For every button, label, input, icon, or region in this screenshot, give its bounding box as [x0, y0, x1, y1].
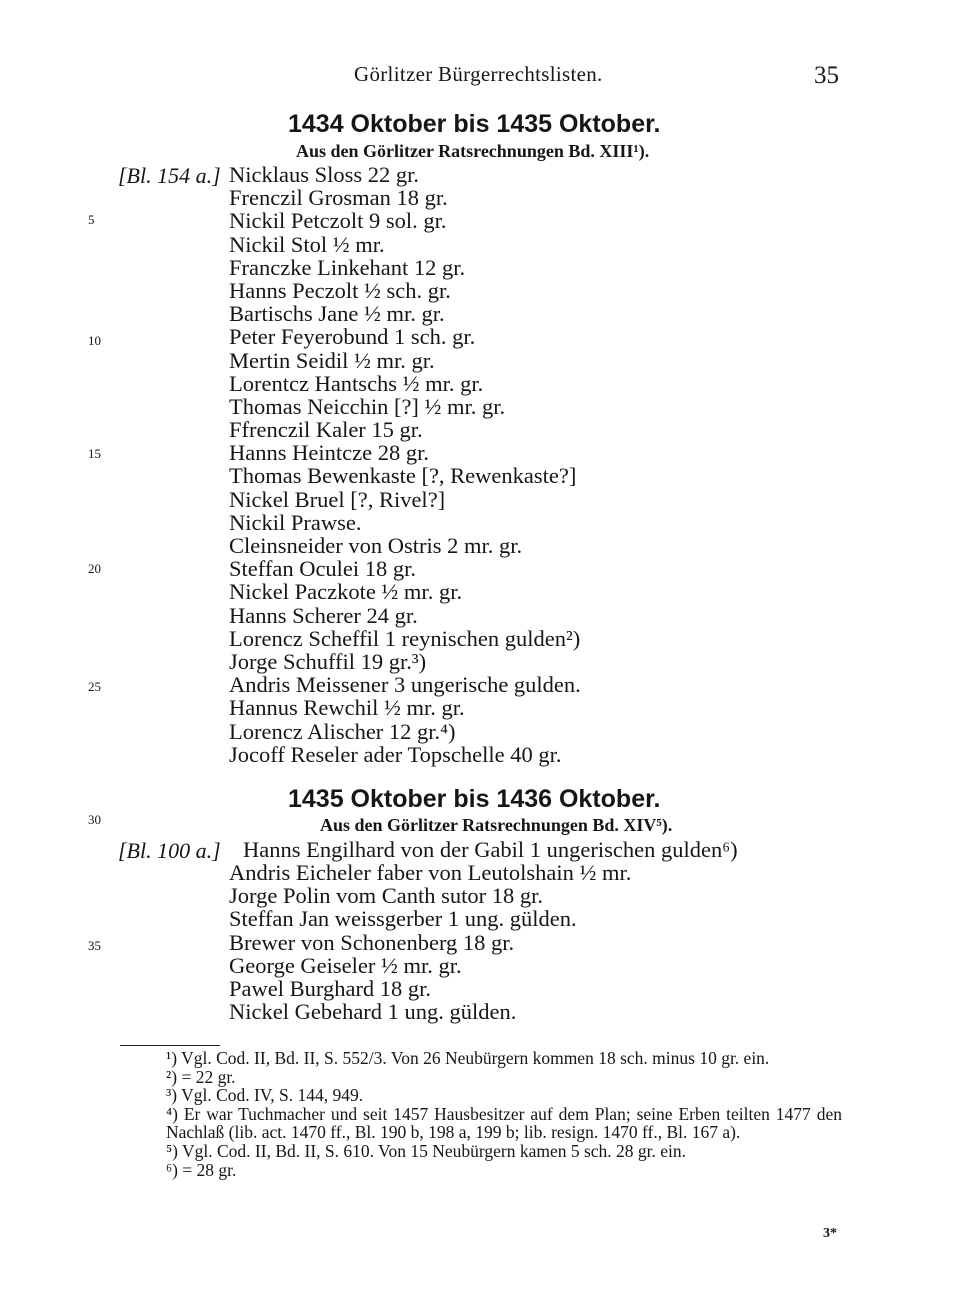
- list-item: Jocoff Reseler ader Topschelle 40 gr.: [229, 741, 562, 767]
- line-number: 25: [88, 679, 101, 694]
- list-item: Brewer von Schonenberg 18 gr.: [229, 929, 515, 955]
- list-item: Pawel Burghard 18 gr.: [229, 975, 432, 1001]
- list-item: Nickil Petczolt 9 sol. gr.: [229, 208, 447, 234]
- entry-list: [229, 861, 631, 1023]
- folio-reference: [Bl. 100 a.]: [118, 838, 221, 863]
- list-item: Steffan Jan weissgerber 1 ung. gülden.: [229, 906, 577, 932]
- list-item: Frenczil Grosman 18 gr.: [229, 185, 448, 211]
- footnote: ¹) Vgl. Cod. II, Bd. II, S. 552/3. Von 26 Neubürgern kommen 18 sch. minus 10 gr. ein.: [166, 1048, 770, 1068]
- list-item: Steffan Oculei 18 gr.: [229, 556, 417, 582]
- footnote: ⁶) = 28 gr.: [166, 1159, 237, 1180]
- list-item: Lorencz Scheffil 1 reynischen gulden²): [229, 625, 581, 651]
- list-item: Jorge Polin vom Canth sutor 18 gr.: [229, 883, 543, 909]
- footnote: ²) = 22 gr.: [166, 1066, 236, 1087]
- footnotes: [118, 1049, 842, 1179]
- list-item: Nickel Paczkote ½ mr. gr.: [229, 579, 463, 605]
- list-item: Hanns Engilhard von der Gabil 1 ungerischen gulden⁶): [243, 837, 738, 862]
- list-item: Lorentcz Hantschs ½ mr. gr.: [229, 370, 484, 396]
- list-item: George Geiseler ½ mr. gr.: [229, 952, 462, 978]
- entry-list: [229, 163, 581, 766]
- footnote: ⁴) Er war Tuchmacher und seit 1457 Hausbesitzer auf dem Plan; seine Erben teilten 1477 den Nachlaß (lib. act. 1470 ff., Bl. 190 b, 198 a, 199 b; lib. resign. 1470 ff., Bl. 167 a).: [166, 1103, 842, 1143]
- list-item: Nickel Gebehard 1 ung. gülden.: [229, 999, 517, 1025]
- list-item: Thomas Bewenkaste [?, Rewenkaste?]: [229, 463, 577, 489]
- list-item: Hanns Peczolt ½ sch. gr.: [229, 277, 451, 303]
- list-item: Ffrenczil Kaler 15 gr.: [229, 417, 423, 443]
- section-source: Aus den Görlitzer Ratsrechnungen Bd. XIV⁵).: [320, 815, 673, 835]
- signature-mark: 3*: [823, 1226, 837, 1241]
- list-item: Bartischs Jane ½ mr. gr.: [229, 301, 445, 327]
- line-number: 15: [88, 446, 101, 461]
- line-number: 20: [88, 561, 101, 576]
- list-item: Lorencz Alischer 12 gr.⁴): [229, 718, 456, 744]
- line-number: 35: [88, 938, 101, 953]
- list-item: Hanns Heintcze 28 gr.: [229, 440, 429, 466]
- section-title: 1435 Oktober bis 1436 Oktober.: [288, 785, 661, 813]
- footnote: ⁵) Vgl. Cod. II, Bd. II, S. 610. Von 15 Neubürgern kamen 5 sch. 28 gr. ein.: [166, 1140, 687, 1161]
- line-number: 10: [88, 333, 101, 348]
- list-item: Nickel Bruel [?, Rivel?]: [229, 486, 446, 512]
- folio-reference: [Bl. 154 a.]: [118, 163, 221, 188]
- list-item: Cleinsneider von Ostris 2 mr. gr.: [229, 533, 523, 558]
- list-item: Franczke Linkehant 12 gr.: [229, 254, 466, 280]
- list-item: Nickil Prawse.: [229, 509, 362, 535]
- list-item: Hanns Scherer 24 gr.: [229, 602, 418, 628]
- list-item: Nickil Stol ½ mr.: [229, 231, 385, 257]
- list-item: Andris Eicheler faber von Leutolshain ½ mr.: [229, 860, 632, 885]
- line-number: 5: [88, 212, 95, 227]
- footnote: ³) Vgl. Cod. IV, S. 144, 949.: [166, 1085, 364, 1106]
- list-item: Peter Feyerobund 1 sch. gr.: [229, 324, 476, 350]
- list-item: Thomas Neicchin [?] ½ mr. gr.: [229, 393, 506, 419]
- page-number: 35: [814, 62, 839, 89]
- list-item: Andris Meissener 3 ungerische gulden.: [229, 672, 581, 698]
- line-number: 30: [88, 812, 101, 827]
- section-source: Aus den Görlitzer Ratsrechnungen Bd. XIII¹).: [296, 141, 650, 161]
- list-item: Jorge Schuffil 19 gr.³): [229, 648, 427, 674]
- section-title: 1434 Oktober bis 1435 Oktober.: [288, 110, 661, 138]
- running-head: Görlitzer Bürgerrechtslisten.: [354, 62, 603, 86]
- footnote-rule: [120, 1045, 220, 1046]
- list-item: Nicklaus Sloss 22 gr.: [229, 162, 420, 187]
- list-item: Hannus Rewchil ½ mr. gr.: [229, 695, 465, 721]
- list-item: Mertin Seidil ½ mr. gr.: [229, 347, 435, 373]
